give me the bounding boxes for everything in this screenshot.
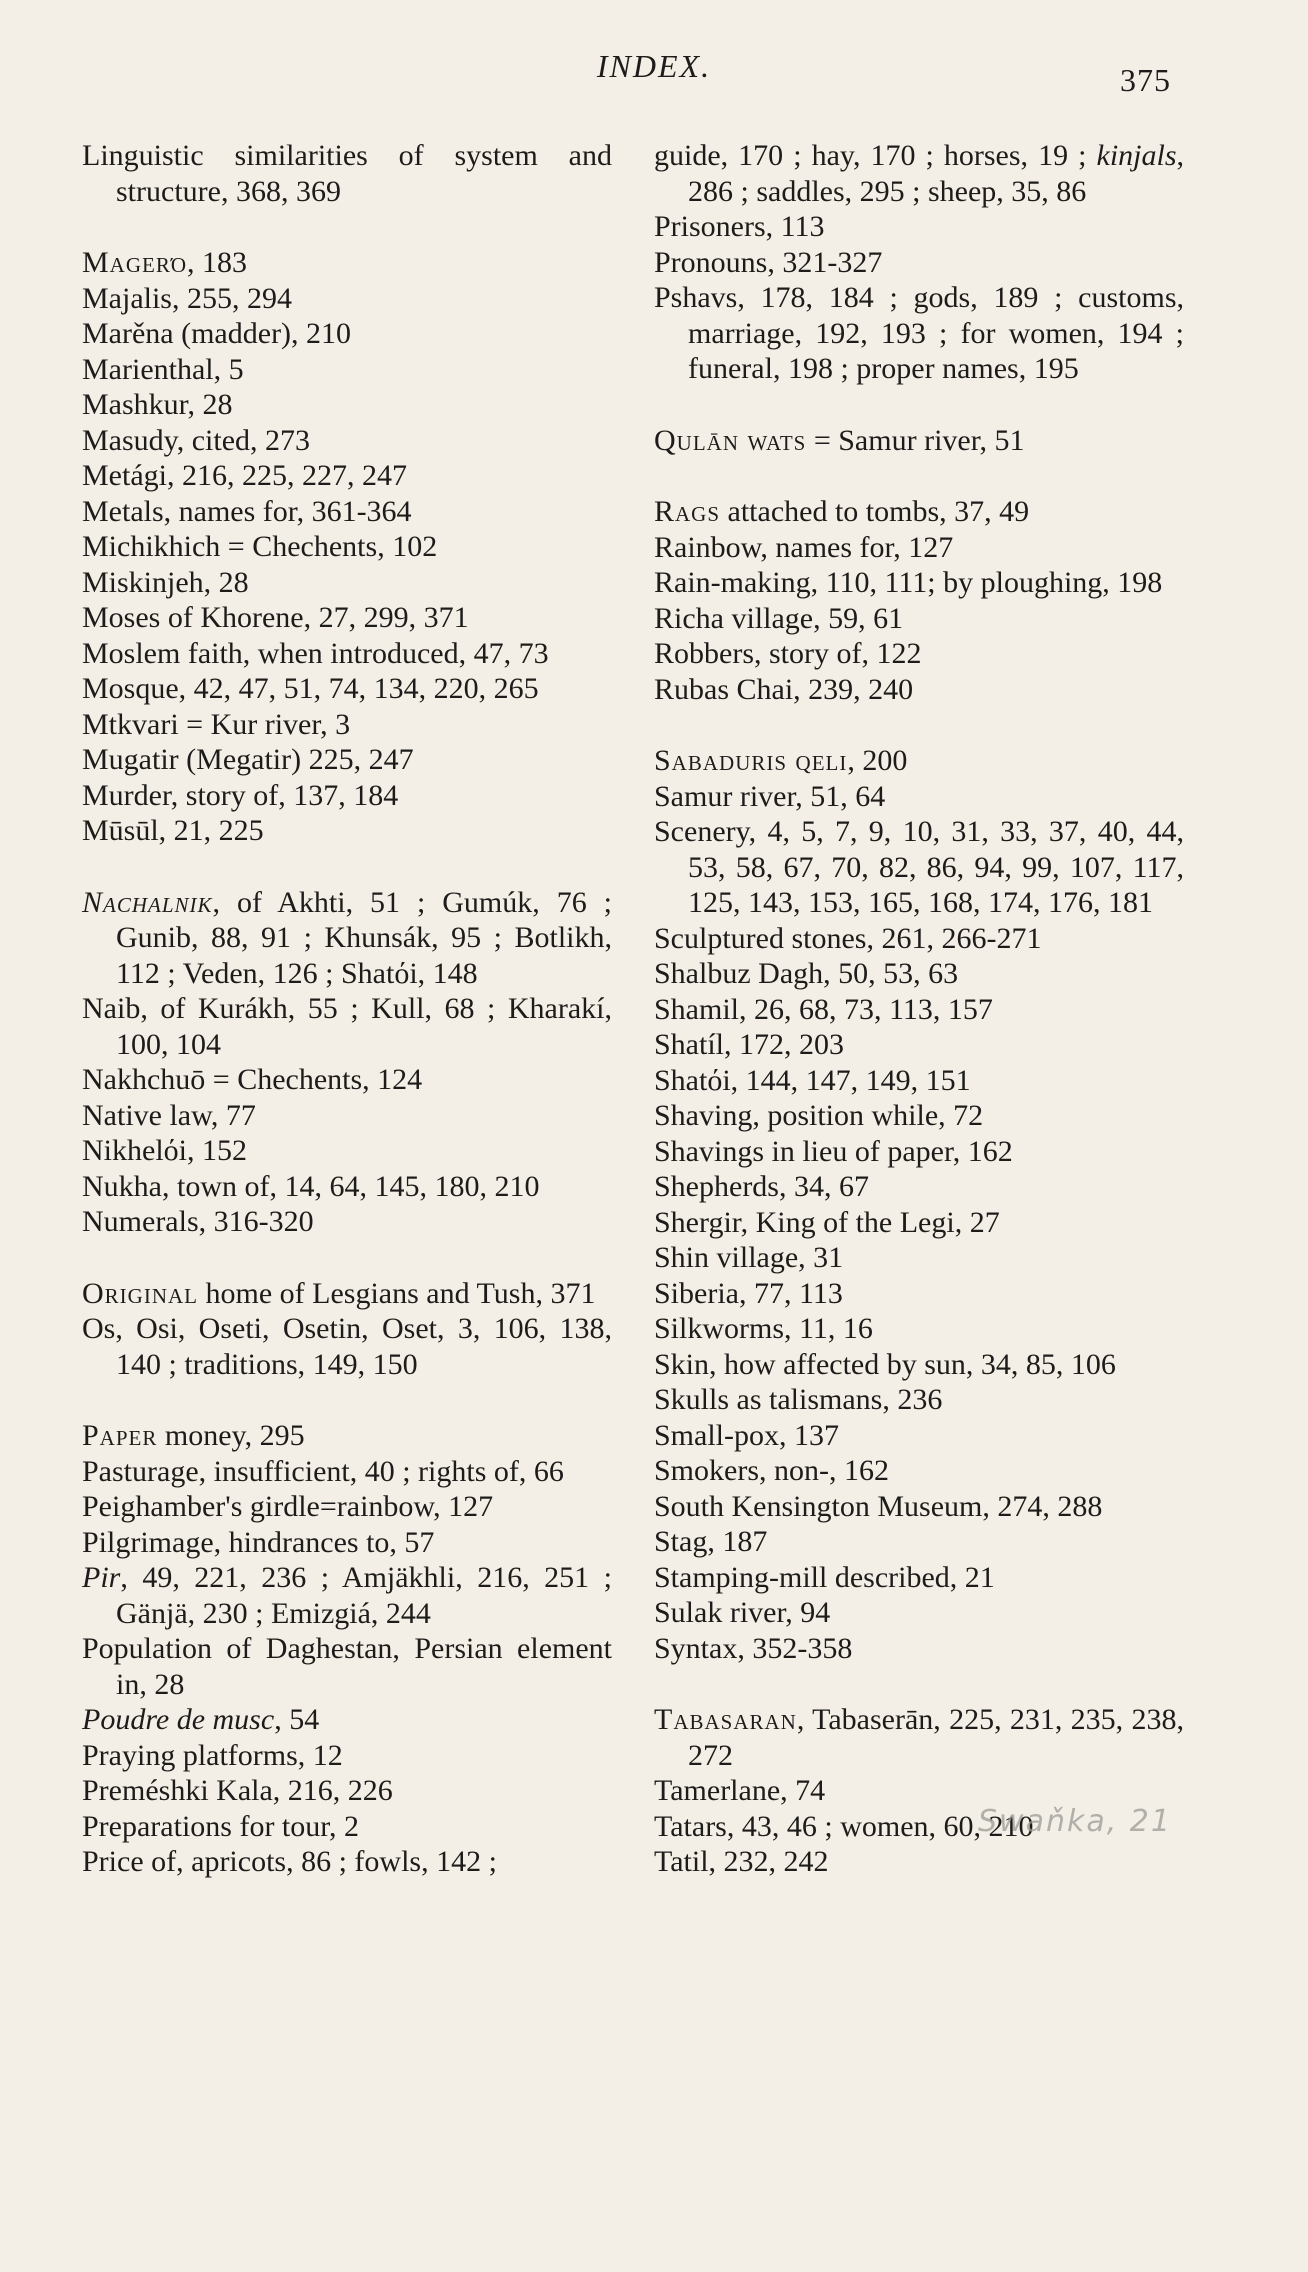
index-entry: [82, 316, 612, 352]
index-entry: [654, 1063, 1184, 1099]
entry-text: Marěna (madder), 210: [82, 317, 352, 350]
section-gap: [654, 387, 1184, 423]
index-entry: [82, 707, 612, 743]
entry-text: Stag, 187: [654, 1525, 768, 1558]
section-gap: [82, 209, 612, 245]
index-entry: [82, 138, 612, 209]
index-entry: [82, 1062, 612, 1098]
index-entry: [82, 671, 612, 707]
entry-text: Scenery, 4, 5, 7, 9, 10, 31, 33, 37, 40, 44, 53, 58, 67, 70, 82, 86, 94, 99, 107, 117, 125, 143, 153, 165, 168, 174, 176, 181: [654, 815, 1184, 919]
entry-text: Mūsūl, 21, 225: [82, 814, 264, 847]
entry-text: Moslem faith, when introduced, 47, 73: [82, 636, 549, 670]
index-entry: [82, 281, 612, 317]
entry-text: Linguistic similarities of system and structure, 368, 369: [82, 139, 612, 208]
index-entry: [82, 1809, 612, 1845]
entry-text: Nukha, town of, 14, 64, 145, 180, 210: [82, 1169, 540, 1203]
index-entry: [82, 1311, 612, 1382]
entry-text: Shamil, 26, 68, 73, 113, 157: [654, 992, 993, 1026]
entry-text: Skin, how affected by sun, 34, 85, 106: [654, 1347, 1116, 1381]
entry-text: Metági, 216, 225, 227, 247: [82, 459, 407, 492]
entry-text: Rags: [654, 495, 721, 528]
index-entry: [82, 1276, 612, 1312]
entry-text: Murder, story of, 137, 184: [82, 778, 399, 812]
entry-text: home of Lesgians and Tush, 371: [197, 1276, 596, 1310]
entry-text: , Tabaserān, 225, 231, 235, 238, 272: [688, 1703, 1184, 1772]
entry-text: Skulls as talismans, 236: [654, 1383, 943, 1416]
section-gap: [654, 707, 1184, 743]
index-entry: [654, 636, 1184, 672]
entry-text: , 183: [187, 246, 248, 279]
entry-text: Robbers, story of, 122: [654, 637, 922, 670]
index-entry: [654, 1098, 1184, 1134]
index-entry: [654, 1382, 1184, 1418]
index-entry: [654, 1560, 1184, 1596]
entry-text: Nikhelόi, 152: [82, 1134, 247, 1167]
entry-text: Praying platforms, 12: [82, 1738, 343, 1772]
index-entry: [654, 1489, 1184, 1525]
entry-text: Marienthal, 5: [82, 352, 244, 386]
entry-text: Richa village, 59, 61: [654, 601, 904, 635]
index-entry: [82, 1454, 612, 1490]
index-entry: [654, 1169, 1184, 1205]
index-entry: [654, 280, 1184, 387]
index-entry: [82, 1738, 612, 1774]
index-entry: [654, 1240, 1184, 1276]
entry-text: Shavings in lieu of paper, 162: [654, 1134, 1013, 1168]
entry-text: Samur river, 51, 64: [654, 779, 886, 813]
entry-text: Paper: [82, 1419, 158, 1452]
entry-text: Preparations for tour, 2: [82, 1809, 360, 1843]
entry-text: Moses of Khorene, 27, 299, 371: [82, 601, 469, 634]
index-entry: [654, 423, 1184, 459]
entry-text: Siberia, 77, 113: [654, 1276, 843, 1310]
index-entry: [82, 529, 612, 565]
index-column-left: [82, 138, 612, 1880]
entry-text: Magerό: [82, 246, 188, 279]
index-entry: [654, 921, 1184, 957]
entry-text: Sculptured stones, 261, 266-271: [654, 921, 1042, 955]
entry-text: Mugatir (Megatir) 225, 247: [82, 743, 414, 776]
index-entry: [82, 352, 612, 388]
index-entry: [82, 813, 612, 849]
running-header: INDEX.: [596, 48, 712, 84]
entry-text: Tabasaran: [654, 1703, 797, 1736]
entry-text: Syntax, 352-358: [654, 1631, 853, 1665]
entry-text: Population of Daghestan, Persian element in, 28: [82, 1632, 612, 1701]
index-entry: [82, 1098, 612, 1134]
index-entry: [654, 779, 1184, 815]
index-entry: [82, 1773, 612, 1809]
entry-text: Rainbow, names for, 127: [654, 530, 954, 564]
entry-text: = Samur river, 51: [806, 423, 1025, 457]
index-entry: [654, 992, 1184, 1028]
entry-text: Sabaduris qeli: [654, 744, 848, 777]
entry-text: Shatόi, 144, 147, 149, 151: [654, 1063, 971, 1097]
index-entry: [82, 1844, 612, 1880]
entry-text: Masudy, cited, 273: [82, 423, 311, 457]
index-entry: [82, 636, 612, 672]
entry-text: Nachalnik: [82, 885, 213, 919]
index-entry: [82, 1418, 612, 1454]
index-entry: [654, 530, 1184, 566]
entry-text: attached to tombs, 37, 49: [720, 495, 1030, 528]
index-entry-continuation: [654, 138, 1184, 209]
section-gap: [82, 1382, 612, 1418]
entry-text: Shalbuz Dagh, 50, 53, 63: [654, 957, 959, 990]
entry-text: , 54: [274, 1703, 320, 1736]
index-entry: [654, 743, 1184, 779]
entry-text: Rubas Chai, 239, 240: [654, 672, 914, 706]
index-entry: [82, 387, 612, 423]
index-entry: [82, 1560, 612, 1631]
entry-text: Preméshki Kala, 216, 226: [82, 1774, 393, 1807]
entry-text: Pilgrimage, hindrances to, 57: [82, 1525, 435, 1559]
section-gap: [654, 458, 1184, 494]
index-entry: [654, 494, 1184, 530]
entry-text: Shergir, King of the Legi, 27: [654, 1205, 1000, 1239]
index-entry: [82, 1133, 612, 1169]
entry-text: Shatíl, 172, 203: [654, 1028, 845, 1061]
index-entry: [654, 1702, 1184, 1773]
index-entry: [654, 672, 1184, 708]
entry-text: Peighamber's girdle=rainbow, 127: [82, 1490, 494, 1523]
entry-text: Mosque, 42, 47, 51, 74, 134, 220, 265: [82, 672, 539, 705]
index-entry: [82, 1631, 612, 1702]
index-entry: [82, 565, 612, 601]
entry-text: Silkworms, 11, 16: [654, 1312, 873, 1345]
index-entry: [654, 245, 1184, 281]
index-entry: [654, 1276, 1184, 1312]
index-entry: [654, 565, 1184, 601]
entry-text: , of Akhti, 51 ; Gumúk, 76 ; Gunib, 88, 91 ; Khunsák, 95 ; Botlikh, 112 ; Veden, 126 ; Shatόi, 148: [116, 885, 612, 990]
entry-text: , 49, 221, 236 ; Amjäkhli, 216, 251 ; Gänjä, 230 ; Emizgiá, 244: [116, 1561, 612, 1630]
entry-text: Stamping-mill described, 21: [654, 1560, 995, 1594]
entry-text: Os, Osi, Oseti, Osetin, Oset, 3, 106, 138, 140 ; traditions, 149, 150: [82, 1312, 612, 1381]
index-entry: [654, 1844, 1184, 1880]
entry-text: money, 295: [157, 1419, 305, 1452]
entry-text: Majalis, 255, 294: [82, 281, 292, 315]
entry-text: Numerals, 316-320: [82, 1205, 314, 1238]
index-entry: [82, 742, 612, 778]
index-entry: [654, 1524, 1184, 1560]
entry-text: Smokers, non-, 162: [654, 1454, 889, 1487]
entry-text: Pasturage, insufficient, 40 ; rights of, 66: [82, 1454, 564, 1488]
section-gap: [82, 849, 612, 885]
entry-text: Mtkvari = Kur river, 3: [82, 707, 351, 741]
index-entry: [654, 956, 1184, 992]
index-entry: [654, 1027, 1184, 1063]
entry-text: Sulak river, 94: [654, 1596, 831, 1629]
index-entry: [82, 494, 612, 530]
entry-text: Native law, 77: [82, 1098, 256, 1132]
index-entry: [82, 778, 612, 814]
page-number: 375: [1120, 62, 1171, 98]
index-entry: [82, 885, 612, 992]
entry-text: South Kensington Museum, 274, 288: [654, 1489, 1103, 1523]
entry-text: guide, 170 ; hay, 170 ; horses, 19 ;: [654, 139, 1097, 172]
index-entry: [82, 245, 612, 281]
index-entry: [654, 1453, 1184, 1489]
index-entry: [82, 1525, 612, 1561]
entry-text: Pir: [82, 1561, 121, 1594]
entry-text: Nakhchuō = Chechents, 124: [82, 1063, 423, 1096]
entry-text: kinjals: [1096, 139, 1177, 172]
index-entry: [654, 814, 1184, 921]
entry-text: Prisoners, 113: [654, 210, 825, 243]
entry-text: Rain-making, 110, 111; by ploughing, 198: [654, 566, 1163, 599]
entry-text: Pronouns, 321-327: [654, 245, 883, 279]
index-entry: [654, 209, 1184, 245]
entry-text: Shepherds, 34, 67: [654, 1170, 869, 1203]
section-gap: [82, 1240, 612, 1276]
entry-text: Shaving, position while, 72: [654, 1099, 984, 1132]
index-entry: [82, 458, 612, 494]
index-entry: [654, 1347, 1184, 1383]
index-entry: [82, 1169, 612, 1205]
entry-text: Shin village, 31: [654, 1241, 844, 1274]
index-entry: [654, 1631, 1184, 1667]
entry-text: Qulān wats: [654, 423, 807, 457]
index-entry: [654, 1595, 1184, 1631]
entry-text: Metals, names for, 361-364: [82, 494, 412, 528]
index-entry: [654, 601, 1184, 637]
entry-text: Tatars, 43, 46 ; women, 60, 210: [654, 1809, 1034, 1843]
entry-text: Small-pox, 137: [654, 1418, 839, 1452]
entry-text: Michikhich = Chechents, 102: [82, 530, 438, 563]
entry-text: Price of, apricots, 86 ; fowls, 142 ;: [82, 1845, 497, 1878]
index-entry: [654, 1205, 1184, 1241]
entry-text: Mashkur, 28: [82, 388, 233, 421]
entry-text: Miskinjeh, 28: [82, 565, 249, 599]
index-entry: [82, 991, 612, 1062]
entry-text: , 200: [847, 744, 908, 777]
index-column-right: [654, 138, 1184, 1880]
index-entry: [82, 1204, 612, 1240]
entry-text: Naib, of Kurákh, 55 ; Kull, 68 ; Kharakí, 100, 104: [82, 992, 612, 1061]
entry-text: , 286 ; saddles, 295 ; sheep, 35, 86: [688, 139, 1184, 208]
index-entry: [654, 1134, 1184, 1170]
entry-text: Tatil, 232, 242: [654, 1845, 829, 1878]
entry-text: Original: [82, 1276, 198, 1310]
index-entry: [654, 1418, 1184, 1454]
index-entry: [82, 1489, 612, 1525]
handwritten-pencil-note: Swaňka, 21: [978, 1804, 1172, 1839]
section-gap: [654, 1666, 1184, 1702]
entry-text: Pshavs, 178, 184 ; gods, 189 ; customs, marriage, 192, 193 ; for women, 194 ; funeral, 198 ; proper names, 195: [654, 281, 1184, 385]
index-entry: [654, 1311, 1184, 1347]
index-entry: [82, 600, 612, 636]
index-entry: [82, 423, 612, 459]
entry-text: Poudre de musc: [82, 1703, 275, 1736]
index-entry: [82, 1702, 612, 1738]
entry-text: Tamerlane, 74: [654, 1774, 826, 1807]
